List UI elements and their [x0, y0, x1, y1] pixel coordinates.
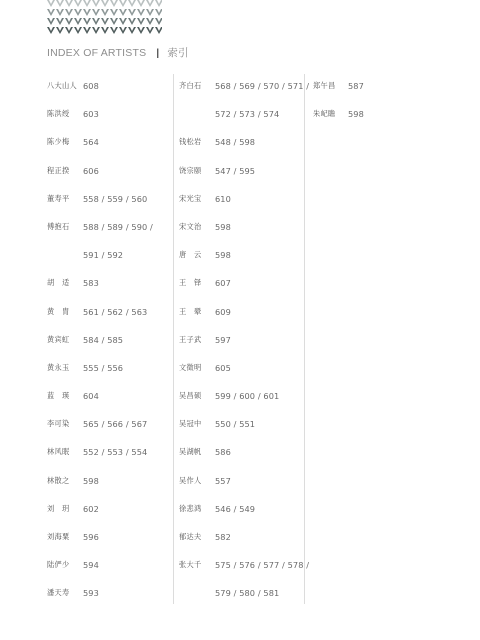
chevron-shape [47, 18, 55, 25]
chevron-shape [128, 9, 136, 16]
chevron-shape [92, 9, 100, 16]
chevron-shape [101, 0, 109, 7]
chevron-shape [74, 9, 82, 16]
chevron-shape [47, 27, 55, 34]
chevron-shape [128, 18, 136, 25]
artist-name: 张大千 [179, 560, 202, 570]
artist-name: 林散之 [47, 475, 70, 485]
page-numbers: 596 [83, 532, 99, 542]
artist-name: 陆俨少 [47, 560, 70, 570]
chevron-shape [155, 9, 162, 16]
artist-name: 文徵明 [179, 362, 202, 372]
page-numbers: 579 / 580 / 581 [215, 588, 280, 599]
chevron-shape [137, 27, 145, 34]
chevron-shape [146, 0, 154, 7]
chevron-shape [110, 9, 118, 16]
chevron-shape [137, 9, 145, 16]
chevron-shape [74, 0, 82, 7]
chevron-pattern-decoration [47, 0, 162, 36]
artist-name: 潘天寿 [47, 588, 70, 598]
page-numbers: 564 [83, 137, 99, 148]
page-numbers: 568 / 569 / 570 / 571 / [215, 81, 310, 91]
artist-name: 林风眠 [47, 447, 70, 457]
artist-name: 八大山人 [47, 81, 77, 90]
chevron-shape [155, 0, 162, 7]
page-numbers: 561 / 562 / 563 [83, 306, 148, 317]
chevron-shape [101, 18, 109, 25]
chevron-shape [110, 27, 118, 34]
page-numbers: 605 [215, 362, 231, 373]
title-english: INDEX OF ARTISTS [47, 47, 147, 59]
page-numbers: 606 [83, 165, 99, 176]
artist-name: 陈少梅 [47, 137, 70, 147]
chevron-shape [92, 0, 100, 7]
column-divider [304, 74, 305, 604]
chevron-shape [155, 18, 162, 25]
page-numbers: 609 [215, 306, 231, 317]
page-numbers: 565 / 566 / 567 [83, 419, 148, 430]
chevron-shape [83, 0, 91, 7]
chevron-shape [137, 18, 145, 25]
page-numbers: 552 / 553 / 554 [83, 447, 148, 458]
page-numbers: 572 / 573 / 574 [215, 109, 280, 120]
page-numbers: 593 [83, 588, 99, 599]
page-numbers: 586 [215, 447, 231, 458]
artist-name: 吴昌硕 [179, 391, 202, 401]
chevron-shape [92, 27, 100, 34]
chevron-shape [83, 9, 91, 16]
artist-name: 宋文治 [179, 221, 202, 231]
title-chinese: 索引 [167, 47, 189, 59]
page-numbers: 610 [215, 193, 231, 204]
page-numbers: 557 [215, 475, 231, 486]
chevron-shape [65, 9, 73, 16]
artist-name: 李可染 [47, 419, 70, 429]
chevron-shape [83, 18, 91, 25]
chevron-shape [110, 18, 118, 25]
page-numbers: 546 / 549 [215, 503, 256, 514]
chevron-shape [155, 27, 162, 34]
chevron-shape [119, 27, 127, 34]
page-numbers: 608 [83, 81, 99, 91]
artist-name: 黄 胄 [47, 306, 70, 316]
artist-name: 胡 适 [47, 278, 70, 288]
artist-name: 钱松岩 [179, 137, 202, 147]
chevron-shape [74, 27, 82, 34]
chevron-shape [56, 18, 64, 25]
artist-name: 唐 云 [179, 250, 202, 260]
chevron-shape [65, 18, 73, 25]
artist-name: 董寿平 [47, 193, 70, 203]
artist-name: 齐白石 [179, 81, 202, 90]
page-numbers: 594 [83, 560, 99, 571]
chevron-shape [137, 0, 145, 7]
artist-name: 吴作人 [179, 475, 202, 485]
artist-name: 郑午昌 [313, 81, 336, 90]
artist-name: 朱屺瞻 [313, 109, 336, 119]
artist-name: 王 翚 [179, 306, 202, 316]
page-numbers: 598 [83, 475, 99, 486]
page-numbers: 602 [83, 503, 99, 514]
artist-name: 程正揆 [47, 165, 70, 175]
chevron-shape [119, 18, 127, 25]
chevron-shape [65, 0, 73, 7]
title-separator: | [156, 47, 160, 59]
page-numbers: 588 / 589 / 590 / [83, 221, 153, 232]
chevron-shape [74, 18, 82, 25]
chevron-shape [56, 27, 64, 34]
chevron-shape [92, 18, 100, 25]
chevron-shape [47, 0, 55, 7]
chevron-shape [56, 0, 64, 7]
page-numbers: 584 / 585 [83, 334, 124, 345]
page-numbers: 555 / 556 [83, 362, 124, 373]
page-numbers: 575 / 576 / 577 / 578 / [215, 560, 310, 571]
artist-name: 黄宾虹 [47, 334, 70, 344]
artist-name: 黄永玉 [47, 362, 70, 372]
artist-name: 王 铎 [179, 278, 202, 288]
artist-name: 饶宗颐 [179, 165, 202, 175]
artist-name: 吴湖帆 [179, 447, 202, 457]
chevron-shape [110, 0, 118, 7]
page-numbers: 582 [215, 532, 231, 542]
chevron-shape [47, 9, 55, 16]
index-title [47, 45, 189, 60]
chevron-shape [146, 9, 154, 16]
page-numbers: 587 [348, 81, 364, 91]
page-numbers: 607 [215, 278, 231, 289]
artist-name: 刘 玥 [47, 503, 70, 513]
artist-name: 蓝 瑛 [47, 391, 70, 401]
chevron-shape [83, 27, 91, 34]
page-numbers: 604 [83, 391, 99, 402]
page-numbers: 598 [215, 250, 231, 261]
chevron-shape [146, 27, 154, 34]
chevron-shape [56, 9, 64, 16]
page-numbers: 583 [83, 278, 99, 289]
page-numbers: 598 [215, 221, 231, 232]
chevron-shape [128, 27, 136, 34]
artist-name: 宋光宝 [179, 193, 202, 203]
page-numbers: 548 / 598 [215, 137, 256, 148]
artist-name: 郁达夫 [179, 532, 202, 541]
artist-name: 吴冠中 [179, 419, 202, 429]
artist-name: 王子武 [179, 334, 202, 344]
chevron-shape [101, 9, 109, 16]
chevron-shape [101, 27, 109, 34]
page-numbers: 598 [348, 109, 364, 120]
artist-name: 陈洪绶 [47, 109, 70, 119]
page-numbers: 558 / 559 / 560 [83, 193, 148, 204]
page-numbers: 547 / 595 [215, 165, 256, 176]
page-numbers: 550 / 551 [215, 419, 256, 430]
page-numbers: 599 / 600 / 601 [215, 391, 280, 402]
chevron-shape [146, 18, 154, 25]
artist-name: 刘海粟 [47, 532, 70, 541]
chevron-shape [128, 0, 136, 7]
artist-name: 傅抱石 [47, 221, 70, 231]
chevron-shape [65, 27, 73, 34]
chevron-shape [119, 0, 127, 7]
artist-name: 徐悲鸿 [179, 503, 202, 513]
column-divider [173, 74, 174, 604]
chevron-shape [119, 9, 127, 16]
page-numbers: 597 [215, 334, 231, 345]
page-numbers: 591 / 592 [83, 250, 124, 261]
page-numbers: 603 [83, 109, 99, 120]
